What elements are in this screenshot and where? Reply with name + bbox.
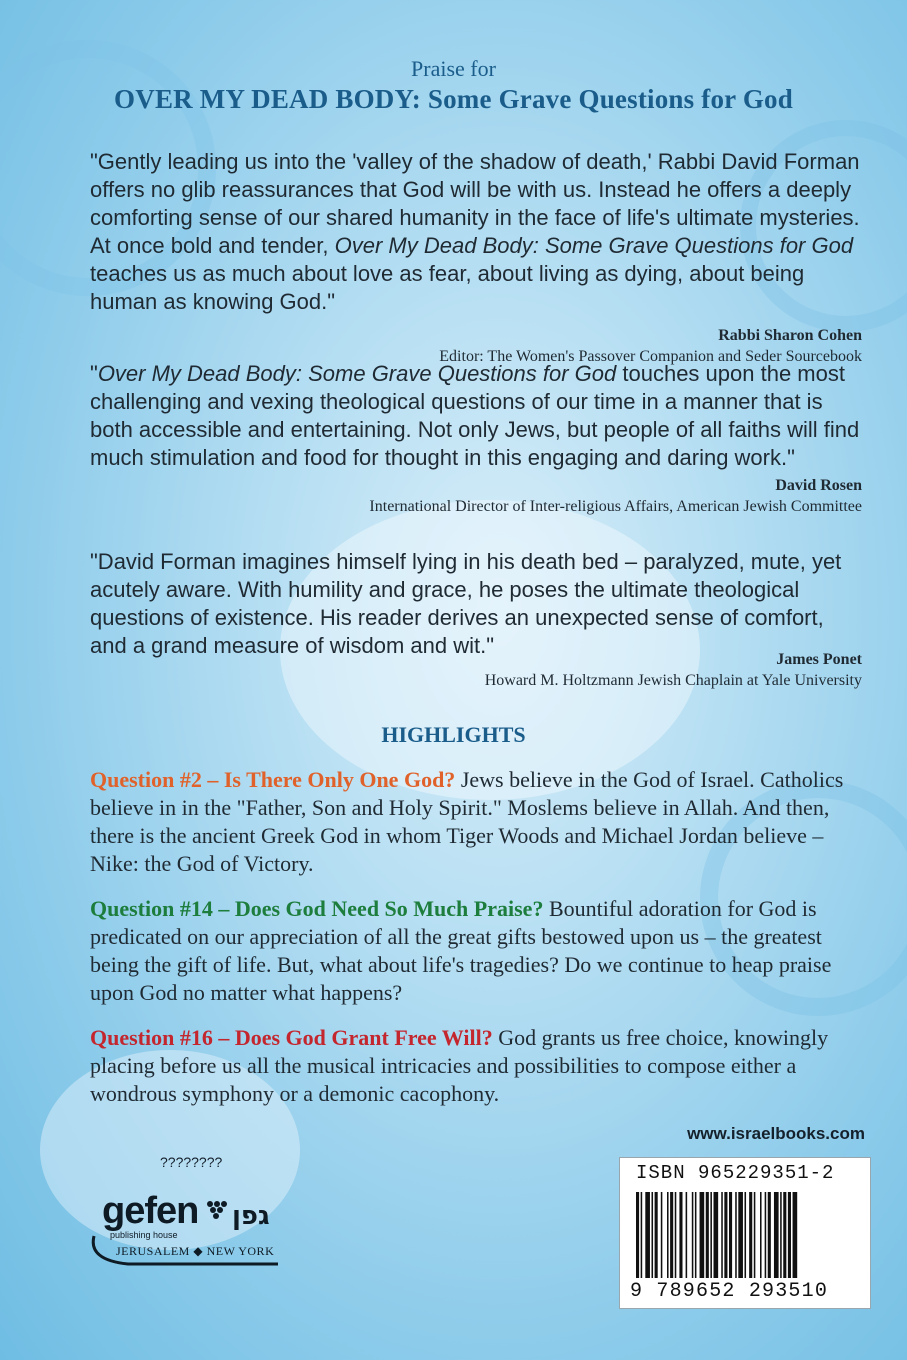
barcode-bar xyxy=(700,1192,705,1278)
testimonial-quote: "David Forman imagines himself lying in his death bed – paralyzed, mute, yet acutely aware. With humility and grace, he poses the ultimate theological questions of existence. His reader derives an unexpected sense of comfort, and a grand measure of wisdom and wit." xyxy=(90,549,842,658)
reviewer-role: International Director of Inter-religious Affairs, American Jewish Committee xyxy=(369,498,862,515)
book-title: OVER MY DEAD BODY: Some Grave Questions for God xyxy=(114,84,793,114)
barcode-bar xyxy=(749,1192,752,1278)
praise-for-label: Praise for xyxy=(411,56,496,81)
barcode-bar xyxy=(738,1192,743,1278)
barcode-bar xyxy=(774,1192,779,1278)
barcode-bar xyxy=(724,1192,727,1278)
reviewer-role: Howard M. Holtzmann Jewish Chaplain at Yale University xyxy=(484,672,862,689)
testimonial-attribution xyxy=(369,475,862,517)
barcode-bar xyxy=(768,1192,771,1278)
quote-text: " xyxy=(90,361,98,386)
quote-text: teaches us as much about love as fear, about living as dying, about being human as knowing God." xyxy=(90,261,805,314)
reviewer-name: James Ponet xyxy=(776,651,862,668)
barcode-bar xyxy=(745,1192,747,1278)
barcode-bar xyxy=(783,1192,786,1278)
barcode-bar xyxy=(760,1192,762,1278)
barcode-bar xyxy=(788,1192,791,1278)
barcode-bar xyxy=(686,1192,688,1278)
price-placeholder: ???????? xyxy=(160,1154,223,1170)
publisher-logo xyxy=(88,1190,288,1270)
reviewer-name: Rabbi Sharon Cohen xyxy=(718,327,862,344)
testimonial-quote xyxy=(90,360,862,472)
highlight-question-label: Question #14 – Does God Need So Much Praise? xyxy=(90,896,544,921)
barcode-bar xyxy=(754,1192,756,1278)
isbn-number: ISBN 965229351-2 xyxy=(636,1162,835,1184)
reviewer-name: David Rosen xyxy=(775,477,862,494)
highlight-text: Jews believe in the God of Israel. Catholics believe in in the "Father, Son and Holy Spirit." Moslems believe in Allah. And then, there is the ancient Greek God in whom Tiger Woods and Michael Jordan believe – Nike: the God of Victory. xyxy=(90,767,844,876)
publisher-tagline: publishing house xyxy=(110,1230,178,1240)
highlight-text: Bountiful adoration for God is predicated on our appreciation of all the great gifts bestowed upon us – the greatest being the gift of life. But, what about life's tragedies? Do we continue to heap praise upon God no matter what happens? xyxy=(90,896,832,1005)
barcode-bar xyxy=(765,1192,767,1278)
quote-text: touches upon the most challenging and vexing theological questions of our time in a manner that is both accessible and entertaining. Not only Jews, but people of all faiths will find much stimulation and food for thought in this engaging and daring work." xyxy=(90,361,860,470)
testimonial-quote xyxy=(90,148,862,316)
barcode-bar xyxy=(670,1192,673,1278)
testimonial-attribution xyxy=(485,649,862,691)
barcode-bar xyxy=(655,1192,658,1278)
quote-text: "Gently leading us into the 'valley of the shadow of death,' Rabbi David Forman offers no glib reassurances that God will be with us. Instead he offers a deeply comforting sense of our shared humanity in the face of life's ultimate mysteries. At once bold and tender, xyxy=(90,149,860,258)
barcode-bar xyxy=(667,1192,669,1278)
barcode-bar xyxy=(692,1192,694,1278)
barcode-bar xyxy=(645,1192,650,1278)
barcode-bar xyxy=(714,1192,719,1278)
barcode-bar xyxy=(793,1192,798,1278)
isbn-barcode xyxy=(619,1157,871,1309)
reviewer-role: Editor: The Women's Passover Companion and Seder Sourcebook xyxy=(439,348,862,365)
barcode-bar xyxy=(641,1192,643,1278)
publisher-cities: JERUSALEM ◆ NEW YORK xyxy=(116,1244,275,1258)
barcode-bar xyxy=(706,1192,709,1278)
barcode-bar xyxy=(675,1192,677,1278)
quote-book-title: Over My Dead Body: Some Grave Questions for God xyxy=(334,233,854,258)
publisher-website: www.israelbooks.com xyxy=(687,1124,865,1143)
barcode-bar xyxy=(679,1192,682,1278)
barcode-bar xyxy=(721,1192,723,1278)
barcode-icon xyxy=(636,1192,856,1278)
highlight-question-label: Question #16 – Does God Grant Free Will? xyxy=(90,1025,493,1050)
highlight-item xyxy=(90,1024,862,1108)
barcode-bar xyxy=(780,1192,782,1278)
svg-text:גפן: גפן xyxy=(232,1201,270,1231)
highlight-item xyxy=(90,766,862,878)
highlight-question-label: Question #2 – Is There Only One God? xyxy=(90,767,456,792)
barcode-bar xyxy=(636,1192,639,1278)
barcode-digits: 9 789652 293510 xyxy=(630,1280,829,1303)
publisher-brand: gefen xyxy=(102,1190,199,1232)
barcode-bar xyxy=(735,1192,737,1278)
highlight-item xyxy=(90,895,862,1007)
barcode-bar xyxy=(652,1192,654,1278)
barcode-bar xyxy=(729,1192,732,1278)
barcode-bar xyxy=(661,1192,663,1278)
barcode-bar xyxy=(710,1192,712,1278)
barcode-bar xyxy=(695,1192,697,1278)
quote-book-title: Over My Dead Body: Some Grave Questions for God xyxy=(97,361,617,386)
highlights-heading: HIGHLIGHTS xyxy=(381,722,526,747)
highlight-text: God grants us free choice, knowingly placing before us all the musical intricacies and possibilities to compose either a wondrous symphony or a demonic cacophony. xyxy=(90,1025,829,1106)
